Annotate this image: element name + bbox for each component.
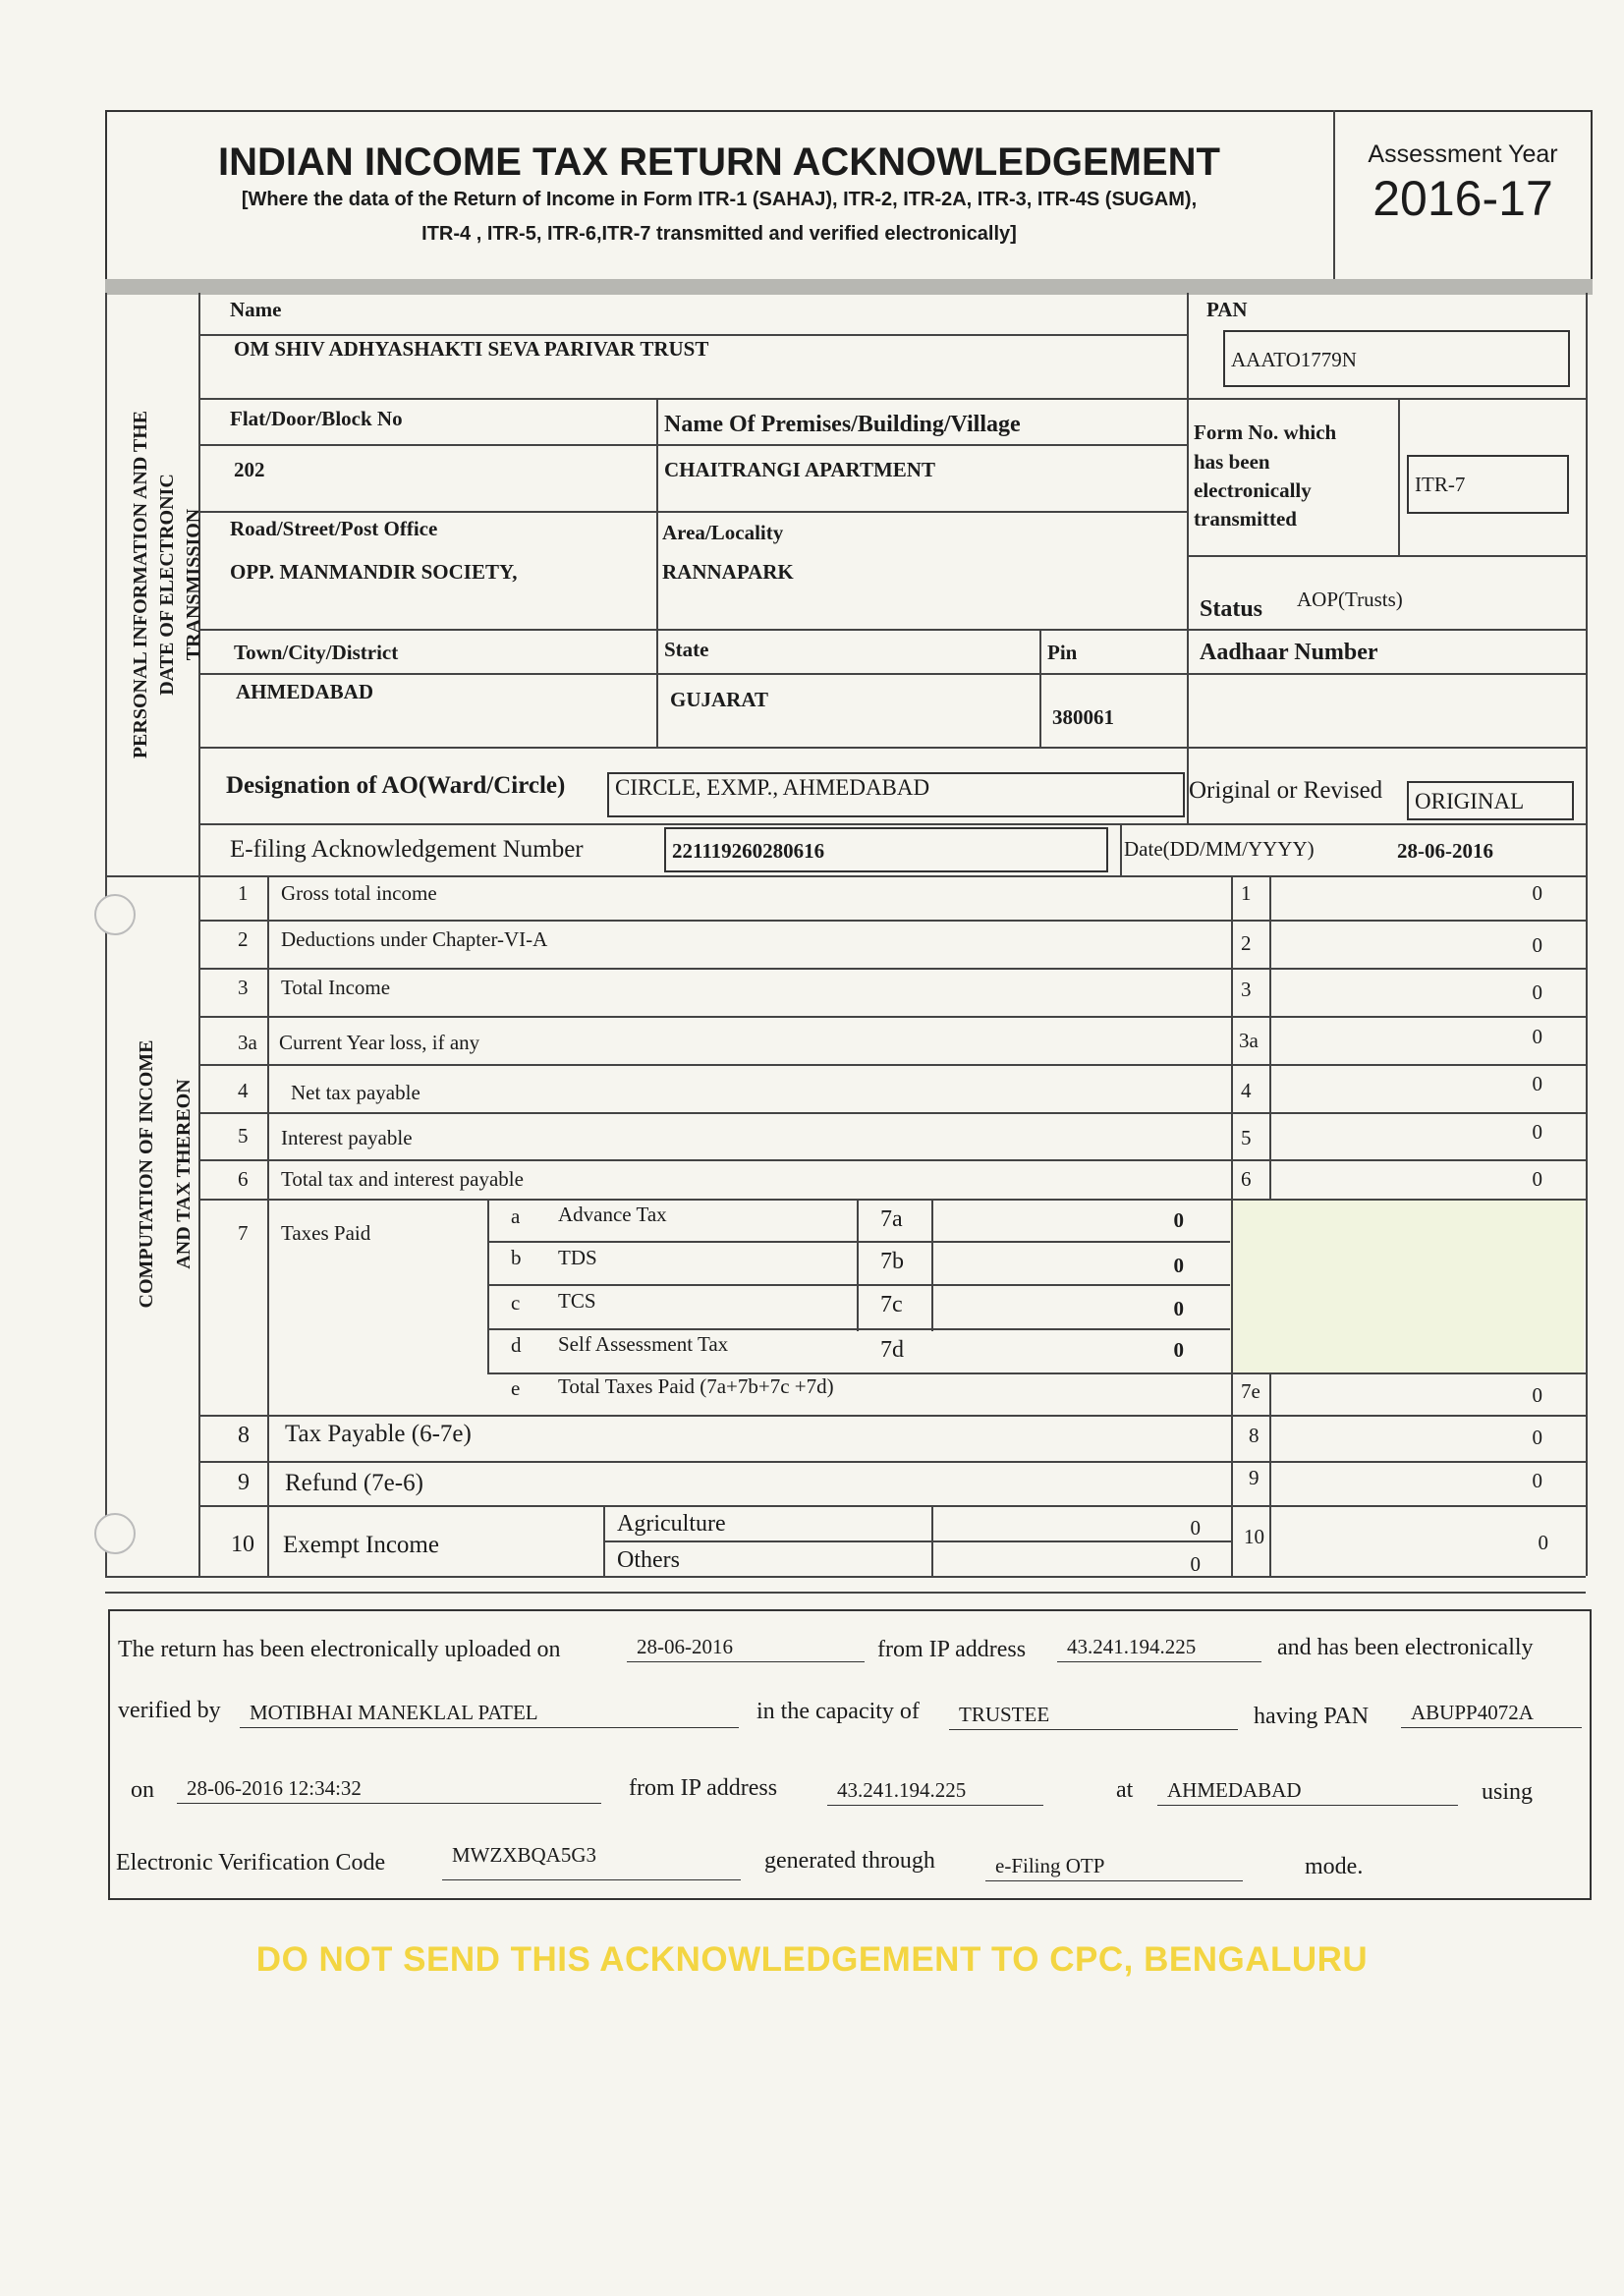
grid-line [198,334,1187,336]
row-7a-ref: 7a [880,1206,903,1232]
grid-line [198,511,1187,513]
ao-value: CIRCLE, EXMP., AHMEDABAD [615,775,930,800]
pan-value: AAATO1779N [1231,348,1357,371]
date-value: 28-06-2016 [1397,839,1493,863]
row-7c-ref: 7c [880,1292,903,1317]
pin-label: Pin [1047,641,1078,664]
agri-label: Agriculture [617,1511,726,1537]
grid-line [1039,629,1041,747]
row-7d-ref: 7d [880,1337,904,1363]
row-7b-sub: b [511,1246,522,1269]
grid-line [1398,398,1400,555]
personal-side-label: PERSONAL INFORMATION AND THE DATE OF ELECTRONIC TRANSMISSION [130,410,204,759]
row-5-value: 0 [1532,1120,1542,1144]
row-3-label: Total Income [281,976,391,999]
row-10-label: Exempt Income [283,1532,439,1558]
row-4-ref: 4 [1241,1079,1252,1102]
punch-hole-bottom [94,1513,136,1554]
row-6-ref: 6 [1241,1167,1252,1191]
grid-line [198,673,1586,675]
grid-line [487,1241,1231,1243]
verify-ip: 43.241.194.225 [827,1780,1043,1806]
row-8-value: 0 [1532,1426,1542,1449]
pin-value: 380061 [1052,705,1114,729]
area-value: RANNAPARK [662,560,794,584]
row-4-no: 4 [238,1079,249,1102]
grid-line [198,1064,1586,1066]
footer-notice: DO NOT SEND THIS ACKNOWLEDGEMENT TO CPC, BENGALURU [255,1940,1369,1979]
row-7e-sub: e [511,1376,521,1400]
row-2-no: 2 [238,927,249,951]
row-7b-ref: 7b [880,1249,904,1274]
verify-l4-b: generated through [764,1848,935,1874]
verify-l1-c: and has been electronically [1277,1635,1534,1660]
road-label: Road/Street/Post Office [230,517,438,540]
row-1-label: Gross total income [281,881,437,905]
row-7c-label: TCS [558,1289,596,1313]
verify-place: AHMEDABAD [1157,1780,1458,1806]
row-5-ref: 5 [1241,1126,1252,1149]
grid-line [857,1199,859,1331]
town-value: AHMEDABAD [236,680,373,703]
verifier-capacity: TRUSTEE [949,1705,1238,1730]
row-7-no: 7 [238,1221,249,1245]
verifier-name: MOTIBHAI MANEKLAL PATEL [240,1703,739,1728]
road-value: OPP. MANMANDIR SOCIETY, [230,560,518,584]
row-7a-label: Advance Tax [558,1203,667,1226]
grid-line [198,629,1586,631]
row-2-label: Deductions under Chapter-VI-A [281,927,548,951]
others-value: 0 [1190,1552,1201,1576]
row-7b-label: TDS [558,1246,597,1269]
grid-line [487,1328,1231,1330]
assessment-year-label: Assessment Year [1368,140,1558,168]
row-7d-sub: d [511,1333,522,1357]
evc-code: MWZXBQA5G3 [442,1845,741,1880]
aadhaar-label: Aadhaar Number [1200,640,1378,665]
grid-line [487,1284,1231,1286]
verify-l2-a: verified by [118,1698,221,1723]
form-label-3: electronically [1194,478,1312,502]
grid-line [198,1016,1586,1018]
grid-line [198,1505,1586,1507]
row-3a-ref: 3a [1239,1029,1259,1052]
status-label: Status [1200,596,1263,622]
row-8-label: Tax Payable (6-7e) [285,1421,472,1447]
row-8-no: 8 [238,1423,250,1448]
name-label: Name [230,298,282,321]
row-3-ref: 3 [1241,978,1252,1001]
row-7e-value: 0 [1532,1383,1542,1407]
flat-label: Flat/Door/Block No [230,407,403,430]
verify-l1-a: The return has been electronically uploaded on [118,1637,561,1662]
others-label: Others [617,1547,680,1573]
state-value: GUJARAT [670,688,768,711]
verifier-pan: ABUPP4072A [1401,1703,1582,1728]
page-subtitle-2: ITR-4 , ITR-5, ITR-6,ITR-7 transmitted and verified electronically] [421,223,1017,245]
verify-l4-c: mode. [1305,1854,1364,1879]
grid-line [487,1199,489,1373]
status-value: AOP(Trusts) [1297,588,1403,611]
grid-line [656,398,658,747]
town-label: Town/City/District [234,641,399,664]
row-10-value: 0 [1538,1531,1548,1554]
row-1-no: 1 [238,881,249,905]
computation-side-label: COMPUTATION OF INCOME AND TAX THEREON [136,1039,195,1309]
row-6-label: Total tax and interest payable [281,1167,524,1191]
row-9-ref: 9 [1249,1466,1260,1489]
evc-method: e-Filing OTP [985,1856,1243,1881]
premises-label: Name Of Premises/Building/Village [664,412,1021,437]
section-divider [105,875,1586,877]
row-9-value: 0 [1532,1469,1542,1492]
row-7d-value: 0 [1173,1338,1184,1362]
row-3a-no: 3a [238,1031,257,1054]
verify-l3-c: at [1116,1777,1134,1803]
row-3-no: 3 [238,976,249,999]
verify-l2-b: in the capacity of [756,1699,920,1724]
row-1-value: 0 [1532,881,1542,905]
grid-line [198,968,1586,970]
row-8-ref: 8 [1249,1424,1260,1447]
row-7e-ref: 7e [1241,1379,1260,1403]
orig-value: ORIGINAL [1415,789,1525,813]
ack-label: E-filing Acknowledgement Number [230,836,584,863]
grid-line [198,747,1586,749]
shade-cover [1230,1201,1273,1372]
pan-label: PAN [1206,298,1248,321]
grid-line [1187,293,1189,823]
grid-line [931,1199,933,1331]
row-9-no: 9 [238,1470,250,1495]
row-3-value: 0 [1532,980,1542,1004]
row-4-label: Net tax payable [291,1081,420,1104]
verify-l1-b: from IP address [877,1637,1027,1662]
grid-line [198,1461,1586,1463]
grid-line [198,1415,1586,1417]
assessment-year-value: 2016-17 [1372,171,1553,226]
row-10-ref: 10 [1244,1525,1264,1548]
row-2-value: 0 [1532,933,1542,957]
verify-l3-d: using [1482,1779,1534,1805]
verify-l4-a: Electronic Verification Code [116,1850,386,1876]
flat-value: 202 [234,458,265,481]
row-7d-label: Self Assessment Tax [558,1332,729,1356]
row-5-no: 5 [238,1124,249,1148]
grid-line [198,823,1586,825]
punch-hole-top [94,894,136,935]
upload-date: 28-06-2016 [627,1637,865,1662]
name-value: OM SHIV ADHYASHAKTI SEVA PARIVAR TRUST [234,337,709,361]
row-7e-label: Total Taxes Paid (7a+7b+7c +7d) [558,1374,834,1398]
row-5-label: Interest payable [281,1126,413,1149]
row-10-no: 10 [231,1532,254,1557]
table-left-edge [105,293,107,1576]
premises-value: CHAITRANGI APARTMENT [664,458,935,481]
row-2-ref: 2 [1241,931,1252,955]
verification-top-rule [105,1592,1586,1594]
upload-ip: 43.241.194.225 [1057,1637,1261,1662]
page-title: INDIAN INCOME TAX RETURN ACKNOWLEDGEMENT [218,140,1220,184]
page-subtitle-1: [Where the data of the Return of Income in Form ITR-1 (SAHAJ), ITR-2, ITR-2A, ITR-3, ITR-4S (SUGAM), [241,189,1198,210]
form-label-4: transmitted [1194,507,1297,531]
grid-line [603,1540,1231,1542]
row-6-value: 0 [1532,1167,1542,1191]
row-7c-sub: c [511,1291,521,1315]
row-7a-sub: a [511,1204,521,1228]
grid-line [1231,1199,1233,1373]
shaded-area [1233,1201,1584,1372]
form-label-1: Form No. which [1194,420,1337,444]
row-7b-value: 0 [1173,1254,1184,1277]
grid-line [198,1112,1586,1114]
ao-label: Designation of AO(Ward/Circle) [226,772,566,799]
row-3a-label: Current Year loss, if any [279,1031,480,1054]
header-band [105,279,1593,295]
table-right-edge [1586,293,1588,1576]
ack-value: 221119260280616 [672,839,825,863]
grid-line [198,1159,1586,1161]
row-3a-value: 0 [1532,1025,1542,1048]
state-label: State [664,638,709,661]
grid-line [198,398,1586,400]
verify-l3-a: on [131,1777,154,1803]
form-no-value: ITR-7 [1415,473,1466,496]
agri-value: 0 [1190,1516,1201,1540]
date-label: Date(DD/MM/YYYY) [1124,837,1315,861]
grid-line [1187,555,1586,557]
form-label-2: has been [1194,450,1270,474]
area-label: Area/Locality [662,521,784,544]
grid-line [198,444,1187,446]
grid-line [198,920,1586,922]
row-9-label: Refund (7e-6) [285,1470,423,1496]
grid-line [1120,823,1122,875]
row-7a-value: 0 [1173,1208,1184,1232]
table-bottom-edge [105,1576,1586,1578]
orig-label: Original or Revised [1189,777,1383,804]
grid-line [267,875,269,1576]
row-1-ref: 1 [1241,881,1252,905]
verify-l2-c: having PAN [1254,1704,1370,1729]
row-7-label: Taxes Paid [281,1221,371,1245]
row-7c-value: 0 [1173,1297,1184,1320]
row-6-no: 6 [238,1167,249,1191]
row-4-value: 0 [1532,1072,1542,1095]
verify-l3-b: from IP address [629,1775,778,1801]
verify-datetime: 28-06-2016 12:34:32 [177,1778,601,1804]
